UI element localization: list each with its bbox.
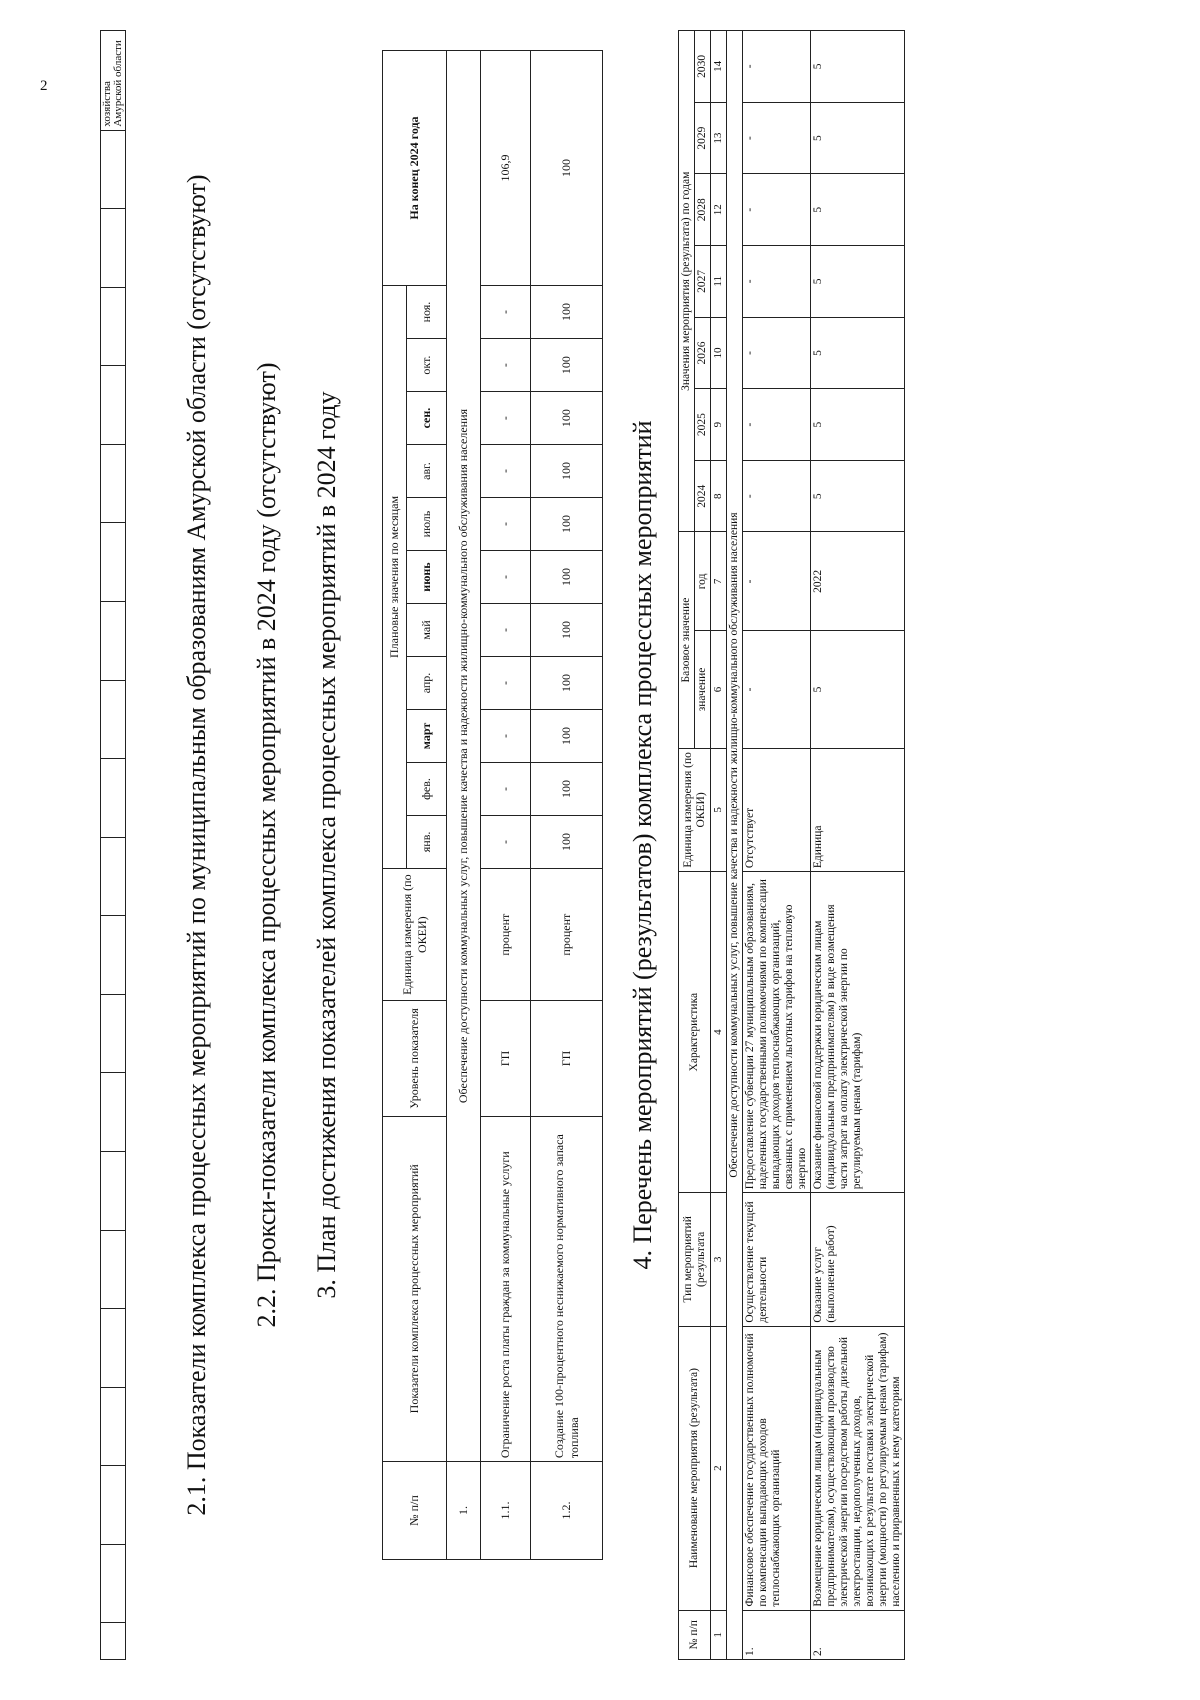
row-name: Создание 100-процентного неснижаемого нормативного запаса топлива <box>531 1116 603 1462</box>
header-unit: Единица измерения (по ОКЕИ) <box>383 868 447 1000</box>
column-number: 12 <box>711 174 727 246</box>
header-month: май <box>407 604 447 657</box>
table-row <box>743 31 811 1660</box>
row-month-value: 100 <box>531 498 603 551</box>
header-year: 2029 <box>695 102 711 174</box>
fragment-cell <box>101 994 126 1073</box>
column-number: 6 <box>711 631 727 748</box>
row-month-value: - <box>481 445 531 498</box>
row-year-end: 106,9 <box>481 51 531 286</box>
header-year: 2026 <box>695 317 711 389</box>
row-month-value: 100 <box>531 762 603 815</box>
fragment-cell <box>101 680 126 759</box>
row-num: 1. <box>743 1610 811 1659</box>
row-month-value: 100 <box>531 709 603 762</box>
row-month-value: - <box>481 551 531 604</box>
header-year: 2030 <box>695 31 711 103</box>
row-unit: Единица <box>811 748 905 871</box>
fragment-cell <box>101 444 126 523</box>
fragment-cell <box>101 1544 126 1623</box>
row-characteristic: Оказание финансовой поддержки юридическим лицам (индивидуальным предпринимателям) в виде возмещения части затрат на оплату электрической энергии по регулируемым ценам (тарифам) <box>811 872 905 1193</box>
column-number: 3 <box>711 1193 727 1326</box>
fragment-cell <box>101 130 126 209</box>
row-base-year: - <box>743 532 811 631</box>
row-year-value: - <box>743 31 811 103</box>
fragment-cell <box>101 837 126 916</box>
header-year-end: На конец 2024 года <box>383 51 447 286</box>
row-level: ГП <box>531 1001 603 1116</box>
row-month-value: - <box>481 709 531 762</box>
row-year-value: 5 <box>811 102 905 174</box>
row-year-value: - <box>743 389 811 461</box>
row-name: Ограничение роста платы граждан за коммунальные услуги <box>481 1116 531 1462</box>
row-num: 1.2. <box>531 1462 603 1560</box>
header-base-value: значение <box>695 631 711 748</box>
header-year: 2028 <box>695 174 711 246</box>
column-number: 4 <box>711 872 727 1193</box>
table-row <box>531 51 603 1560</box>
header-base: Базовое значение <box>679 532 695 748</box>
column-number: 13 <box>711 102 727 174</box>
header-num: № п/п <box>383 1462 447 1560</box>
row-year-value: 5 <box>811 460 905 532</box>
row-month-value: 100 <box>531 656 603 709</box>
fragment-cell <box>101 366 126 445</box>
header-month: фев. <box>407 762 447 815</box>
row-characteristic: Предоставление субвенции 27 муниципальным образованиям, наделенных государственными полномочиями по компенсации выпадающих доходов теплоснабжающих организаций, связанных с применением льготных тарифов на тепловую энергию <box>743 872 811 1193</box>
plan-indicators-table <box>382 50 603 1560</box>
row-month-value: 100 <box>531 815 603 868</box>
row-month-value: - <box>481 604 531 657</box>
section-num: 1. <box>447 1462 481 1560</box>
header-year: 2027 <box>695 246 711 318</box>
row-type: Оказание услуг (выполнение работ) <box>811 1193 905 1326</box>
fragment-cell <box>101 602 126 681</box>
row-month-value: - <box>481 498 531 551</box>
activities-table <box>678 30 905 1660</box>
previous-table-fragment <box>100 30 126 1660</box>
row-month-value: - <box>481 656 531 709</box>
row-month-value: - <box>481 339 531 392</box>
row-month-value: 100 <box>531 551 603 604</box>
row-num: 1.1. <box>481 1462 531 1560</box>
header-month: июнь <box>407 551 447 604</box>
row-month-value: - <box>481 392 531 445</box>
header-num: № п/п <box>679 1610 711 1659</box>
fragment-cell <box>101 759 126 838</box>
header-indicator: Показатели комплекса процессных мероприятий <box>383 1116 447 1462</box>
row-level: ГП <box>481 1001 531 1116</box>
row-name: Возмещение юридическим лицам (индивидуальным предпринимателям), осуществляющим производство электрической энергии посредством работы дизельной электростанции, недополученных доходов, возникающих в результате поставки электрической энергии (мощности) по регулируемым ценам (тарифам) населению и приравненных к нему категориям <box>811 1326 905 1610</box>
header-month: янв. <box>407 815 447 868</box>
header-values-by-year: Значения мероприятия (результата) по годам <box>679 31 695 533</box>
column-number: 8 <box>711 460 727 532</box>
row-year-value: - <box>743 174 811 246</box>
fragment-cell <box>101 1309 126 1388</box>
fragment-cell <box>101 1151 126 1230</box>
row-year-value: - <box>743 246 811 318</box>
row-unit: процент <box>481 868 531 1000</box>
row-year-value: 5 <box>811 246 905 318</box>
row-year-value: - <box>743 460 811 532</box>
row-month-value: - <box>481 762 531 815</box>
row-year-value: 5 <box>811 31 905 103</box>
header-type: Тип мероприятий (результата <box>679 1193 711 1326</box>
fragment-cell <box>101 1623 126 1660</box>
header-month: сен. <box>407 392 447 445</box>
column-number: 2 <box>711 1326 727 1610</box>
fragment-cell <box>101 1073 126 1152</box>
row-base-year: 2022 <box>811 532 905 631</box>
row-month-value: 100 <box>531 392 603 445</box>
table-row <box>481 51 531 1560</box>
column-number: 9 <box>711 389 727 461</box>
header-level: Уровень показателя <box>383 1001 447 1116</box>
header-unit: Единица измерения (по ОКЕИ) <box>679 748 711 871</box>
header-month: окт. <box>407 339 447 392</box>
header-year: 2024 <box>695 460 711 532</box>
row-month-value: 100 <box>531 445 603 498</box>
header-month: апр. <box>407 656 447 709</box>
column-number: 5 <box>711 748 727 871</box>
header-month: авг. <box>407 445 447 498</box>
fragment-cell <box>101 1230 126 1309</box>
row-unit: процент <box>531 868 603 1000</box>
fragment-cell-text: хозяйства Амурской области <box>101 31 126 131</box>
column-number: 10 <box>711 317 727 389</box>
fragment-cell <box>101 1387 126 1466</box>
row-month-value: 100 <box>531 339 603 392</box>
heading-4: 4. Перечень мероприятий (результатов) комплекса процессных мероприятий <box>628 420 657 1270</box>
row-name: Финансовое обеспечение государственных полномочий по компенсации выпадающих доходов теплоснабжающих организаций <box>743 1326 811 1610</box>
header-base-year: год <box>695 532 711 631</box>
fragment-cell <box>101 523 126 602</box>
fragment-cell <box>101 287 126 366</box>
row-year-value: - <box>743 317 811 389</box>
header-month: ноя. <box>407 286 447 339</box>
fragment-cell <box>101 209 126 288</box>
header-month: март <box>407 709 447 762</box>
header-year: 2025 <box>695 389 711 461</box>
heading-2-2: 2.2. Прокси-показатели комплекса процессных мероприятий в 2024 году (отсутствуют) <box>252 362 281 1328</box>
row-type: Осуществление текущей деятельности <box>743 1193 811 1326</box>
column-number: 1 <box>711 1610 727 1659</box>
fragment-cell <box>101 1466 126 1545</box>
header-monthly: Плановые значения по месяцам <box>383 286 407 869</box>
row-unit: Отсутствует <box>743 748 811 871</box>
row-year-end: 100 <box>531 51 603 286</box>
row-month-value: 100 <box>531 286 603 339</box>
row-base-value: 5 <box>811 631 905 748</box>
header-characteristic: Характеристика <box>679 872 711 1193</box>
table-row <box>811 31 905 1660</box>
row-year-value: 5 <box>811 317 905 389</box>
column-number: 14 <box>711 31 727 103</box>
row-base-value: - <box>743 631 811 748</box>
column-number: 11 <box>711 246 727 318</box>
column-number: 7 <box>711 532 727 631</box>
header-month: июль <box>407 498 447 551</box>
row-month-value: - <box>481 286 531 339</box>
page-number: 2 <box>40 78 48 94</box>
header-name: Наименование мероприятия (результата) <box>679 1326 711 1610</box>
heading-2-1: 2.1. Показатели комплекса процессных мероприятий по муниципальным образованиям Амурской области (отсутствуют) <box>182 174 211 1516</box>
row-year-value: 5 <box>811 174 905 246</box>
row-num: 2. <box>811 1610 905 1659</box>
fragment-cell <box>101 916 126 995</box>
heading-3: 3. План достижения показателей комплекса процессных мероприятий в 2024 году <box>312 391 341 1299</box>
section-title: Обеспечение доступности коммунальных услуг, повышение качества и надежности жилищно-коммунального обслуживания населения <box>447 51 481 1462</box>
section-title: Обеспечение доступности коммунальных услуг, повышение качества и надежности жилищно-коммунального обслуживания населения <box>727 31 743 1660</box>
row-year-value: - <box>743 102 811 174</box>
row-month-value: 100 <box>531 604 603 657</box>
row-month-value: - <box>481 815 531 868</box>
row-year-value: 5 <box>811 389 905 461</box>
